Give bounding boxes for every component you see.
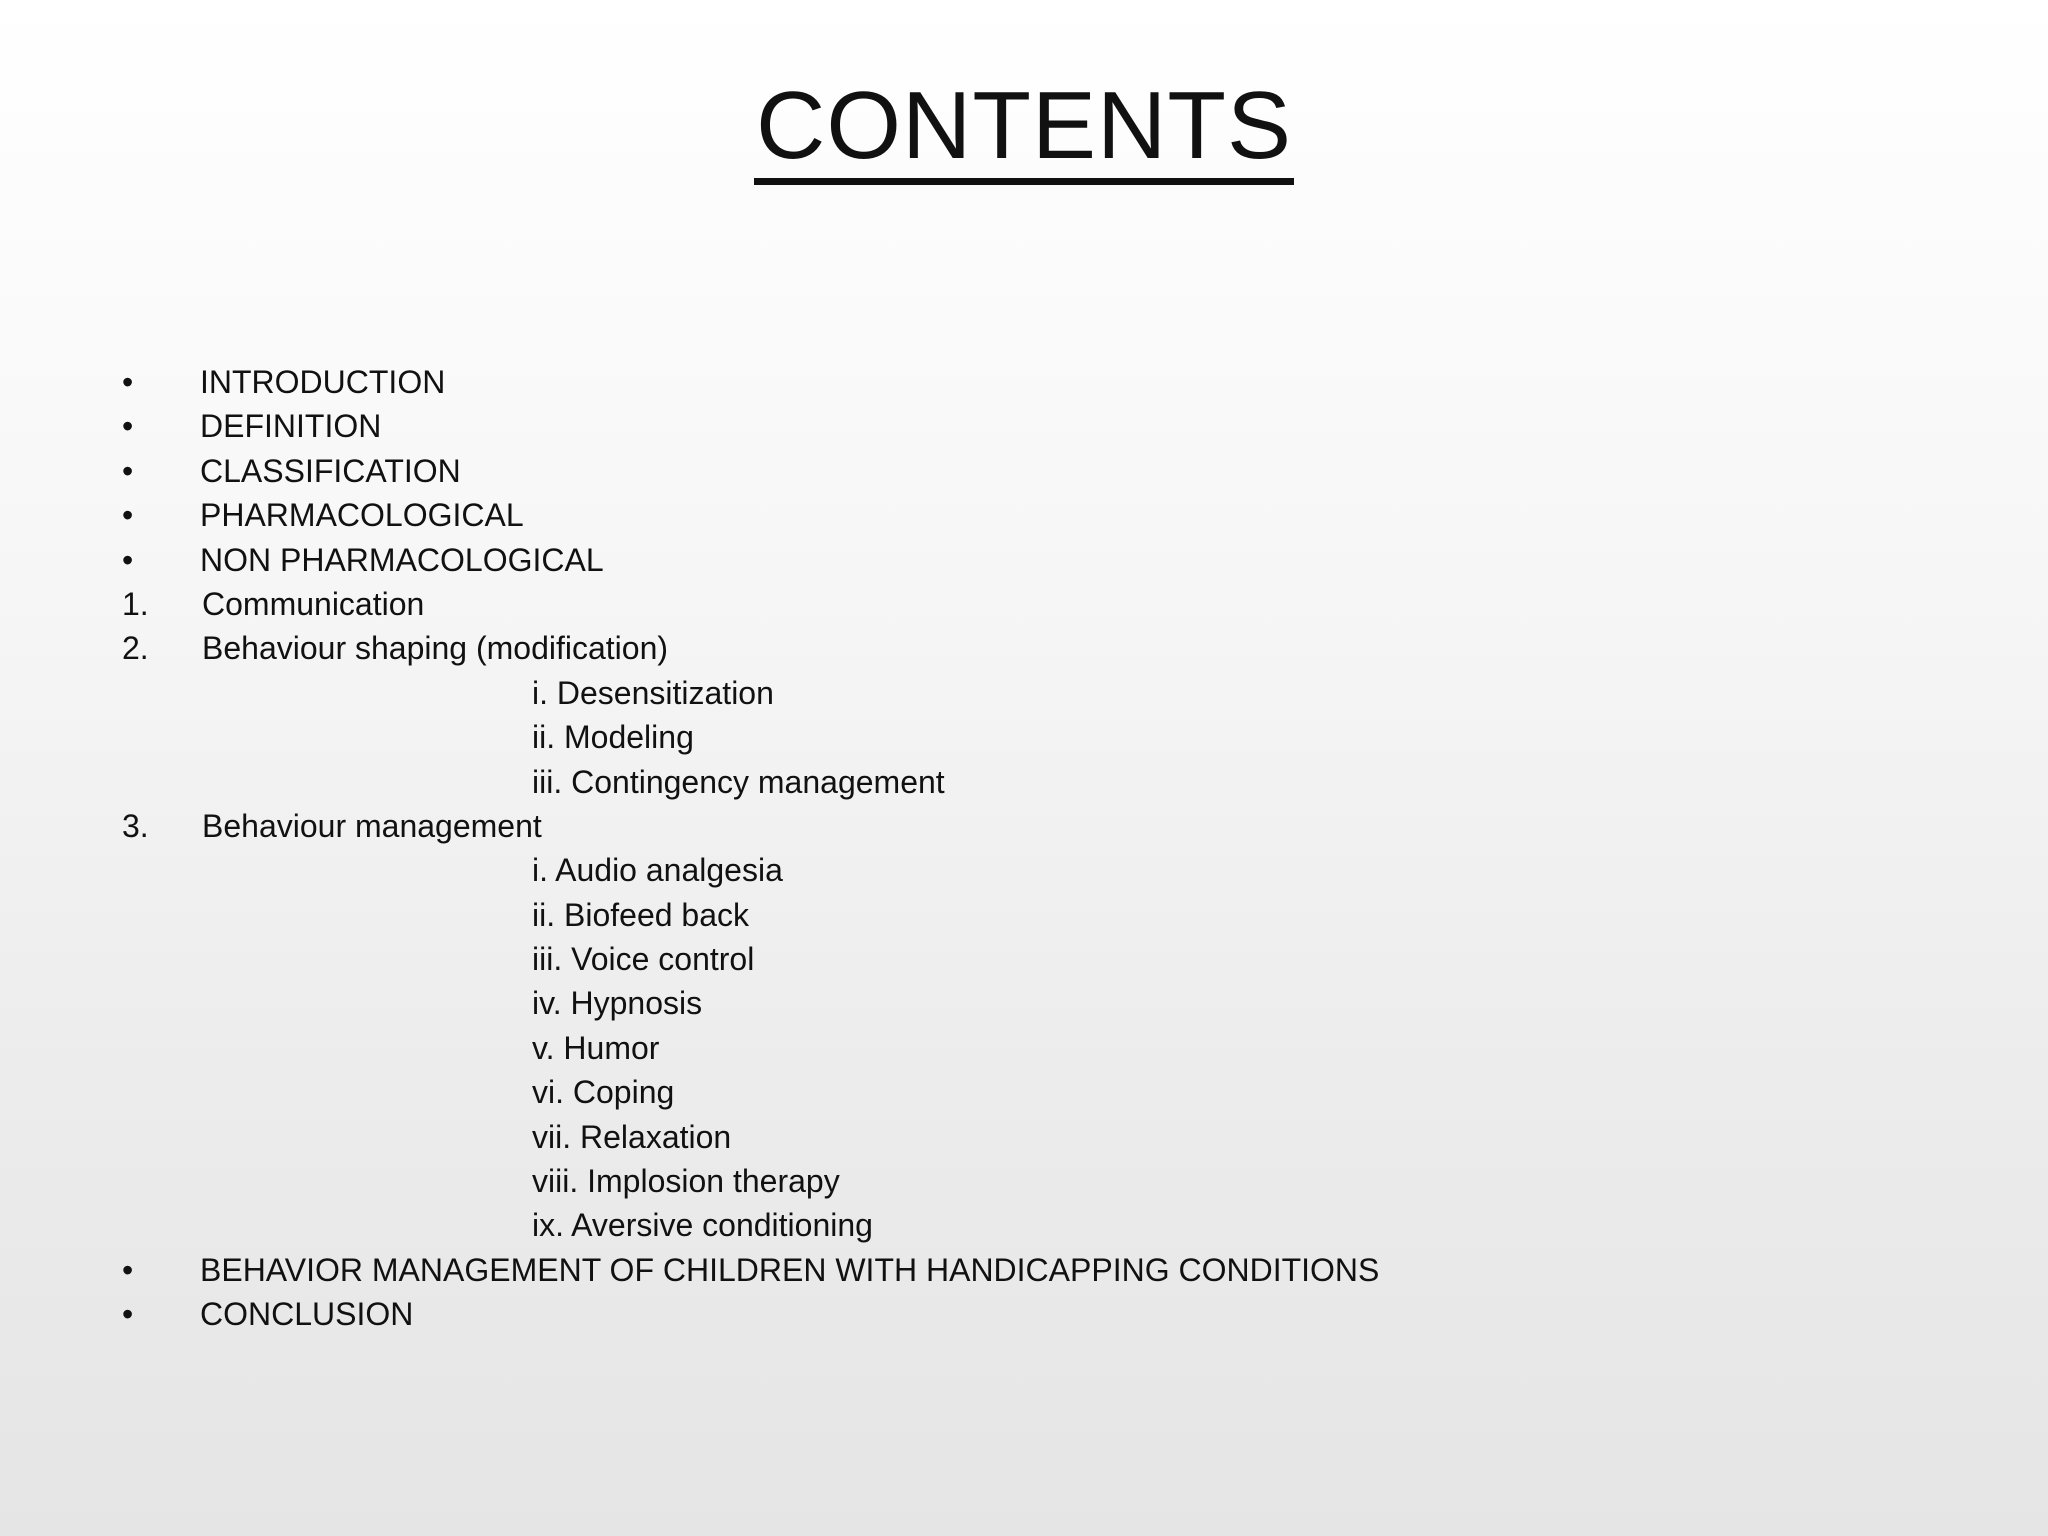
list-item-text: Behaviour shaping (modification): [202, 630, 669, 667]
list-item-text: CLASSIFICATION: [200, 452, 461, 489]
bullet-marker: •: [122, 497, 134, 534]
sub-item-text: v. Humor: [532, 1029, 660, 1066]
bullet-marker: •: [122, 1251, 134, 1288]
list-item-text: Communication: [202, 585, 425, 622]
sub-item-audio-analgesia: [122, 848, 1922, 892]
list-item-text: Behaviour management: [202, 807, 542, 844]
list-item-classification: [122, 449, 1922, 493]
sub-item-text: viii. Implosion therapy: [532, 1163, 840, 1200]
sub-item-text: vii. Relaxation: [532, 1118, 732, 1155]
sub-item-text: ii. Modeling: [532, 719, 694, 756]
list-item-handicapping-conditions: [122, 1248, 1922, 1292]
list-item-pharmacological: [122, 493, 1922, 537]
bullet-marker: •: [122, 364, 134, 400]
sub-item-contingency-management: [122, 760, 1922, 804]
sub-item-desensitization: [122, 671, 1922, 715]
number-marker: 1.: [122, 585, 149, 622]
bullet-marker: •: [122, 1296, 134, 1333]
sub-item-text: iii. Voice control: [532, 941, 755, 978]
bullet-marker: •: [122, 408, 134, 445]
slide-title: [0, 66, 2048, 186]
number-marker: 2.: [122, 630, 149, 667]
title-text: CONTENTS: [754, 74, 1294, 185]
list-item-introduction: [122, 360, 1922, 404]
sub-item-voice-control: [122, 937, 1922, 981]
sub-item-aversive-conditioning: [122, 1203, 1922, 1247]
list-item-text: PHARMACOLOGICAL: [200, 497, 524, 534]
bullet-marker: •: [122, 452, 134, 489]
sub-item-text: iii. Contingency management: [532, 763, 945, 800]
sub-item-relaxation: [122, 1115, 1922, 1159]
list-item-text: NON PHARMACOLOGICAL: [200, 541, 604, 578]
contents-list: [122, 360, 1922, 1337]
number-marker: 3.: [122, 807, 149, 844]
list-item-non-pharmacological: [122, 538, 1922, 582]
sub-item-implosion-therapy: [122, 1159, 1922, 1203]
list-item-text: INTRODUCTION: [200, 364, 446, 400]
sub-item-humor: [122, 1026, 1922, 1070]
list-item-conclusion: [122, 1292, 1922, 1336]
list-item-text: BEHAVIOR MANAGEMENT OF CHILDREN WITH HANDICAPPING CONDITIONS: [200, 1251, 1380, 1288]
list-item-communication: [122, 582, 1922, 626]
sub-item-modeling: [122, 715, 1922, 759]
sub-item-coping: [122, 1070, 1922, 1114]
list-item-text: DEFINITION: [200, 408, 382, 445]
list-item-behaviour-management: [122, 804, 1922, 848]
list-item-text: CONCLUSION: [200, 1296, 414, 1333]
list-item-behaviour-shaping: [122, 626, 1922, 670]
sub-item-text: i. Audio analgesia: [532, 852, 783, 889]
sub-item-biofeed-back: [122, 893, 1922, 937]
sub-item-text: ii. Biofeed back: [532, 896, 750, 933]
sub-item-text: i. Desensitization: [532, 674, 774, 711]
list-item-definition: [122, 404, 1922, 448]
sub-item-text: iv. Hypnosis: [532, 985, 703, 1022]
sub-item-text: ix. Aversive conditioning: [532, 1207, 873, 1244]
sub-item-text: vi. Coping: [532, 1074, 675, 1111]
bullet-marker: •: [122, 541, 134, 578]
sub-item-hypnosis: [122, 981, 1922, 1025]
